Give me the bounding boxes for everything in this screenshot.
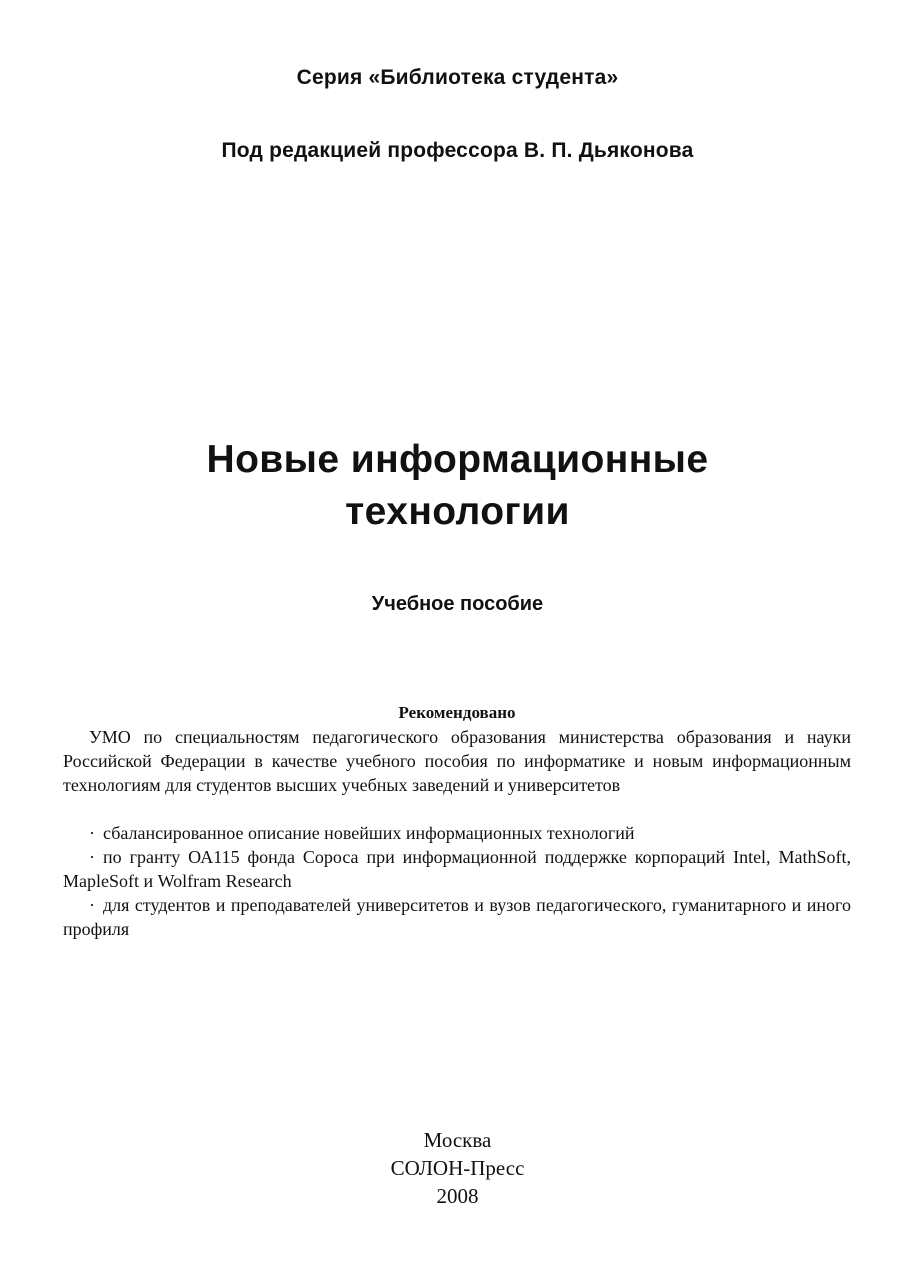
recommendation-text: УМО по специальностям педагогического образования министерства образования и науки Российской Федерации в качестве учебного пособия по информатике и новым информационным технологиям для студентов высших учебных заведений и университетов (63, 727, 851, 795)
series-title: Серия «Библиотека студента» (296, 66, 619, 89)
feature-text: по гранту ОА115 фонда Сороса при информационной поддержке корпораций Intel, MathSoft, MapleSoft и Wolfram Research (63, 847, 851, 891)
bullet-mark: · (89, 847, 95, 867)
recommendation-heading: Рекомендовано (398, 703, 516, 722)
book-subtitle: Учебное пособие (371, 593, 544, 615)
recommendation-block (63, 701, 851, 941)
feature-text: сбалансированное описание новейших информационных технологий (103, 823, 635, 843)
feature-list (63, 821, 851, 941)
bullet-mark: · (89, 823, 95, 843)
editor-credit: Под редакцией профессора В. П. Дьяконова (221, 139, 694, 162)
feature-list-item (63, 893, 851, 941)
book-title-line-2: технологии (345, 490, 570, 533)
feature-list-item (63, 821, 851, 845)
bullet-mark: · (89, 895, 95, 915)
feature-list-item (63, 845, 851, 893)
book-title-line-1: Новые информационные (206, 438, 709, 481)
imprint (0, 1126, 915, 1210)
book-title (0, 434, 915, 538)
imprint-year: 2008 (436, 1184, 479, 1208)
imprint-city: Москва (423, 1128, 492, 1152)
imprint-publisher: СОЛОН-Пресс (390, 1156, 525, 1180)
feature-text: для студентов и преподавателей университетов и вузов педагогического, гуманитарного и иного профиля (63, 895, 851, 939)
